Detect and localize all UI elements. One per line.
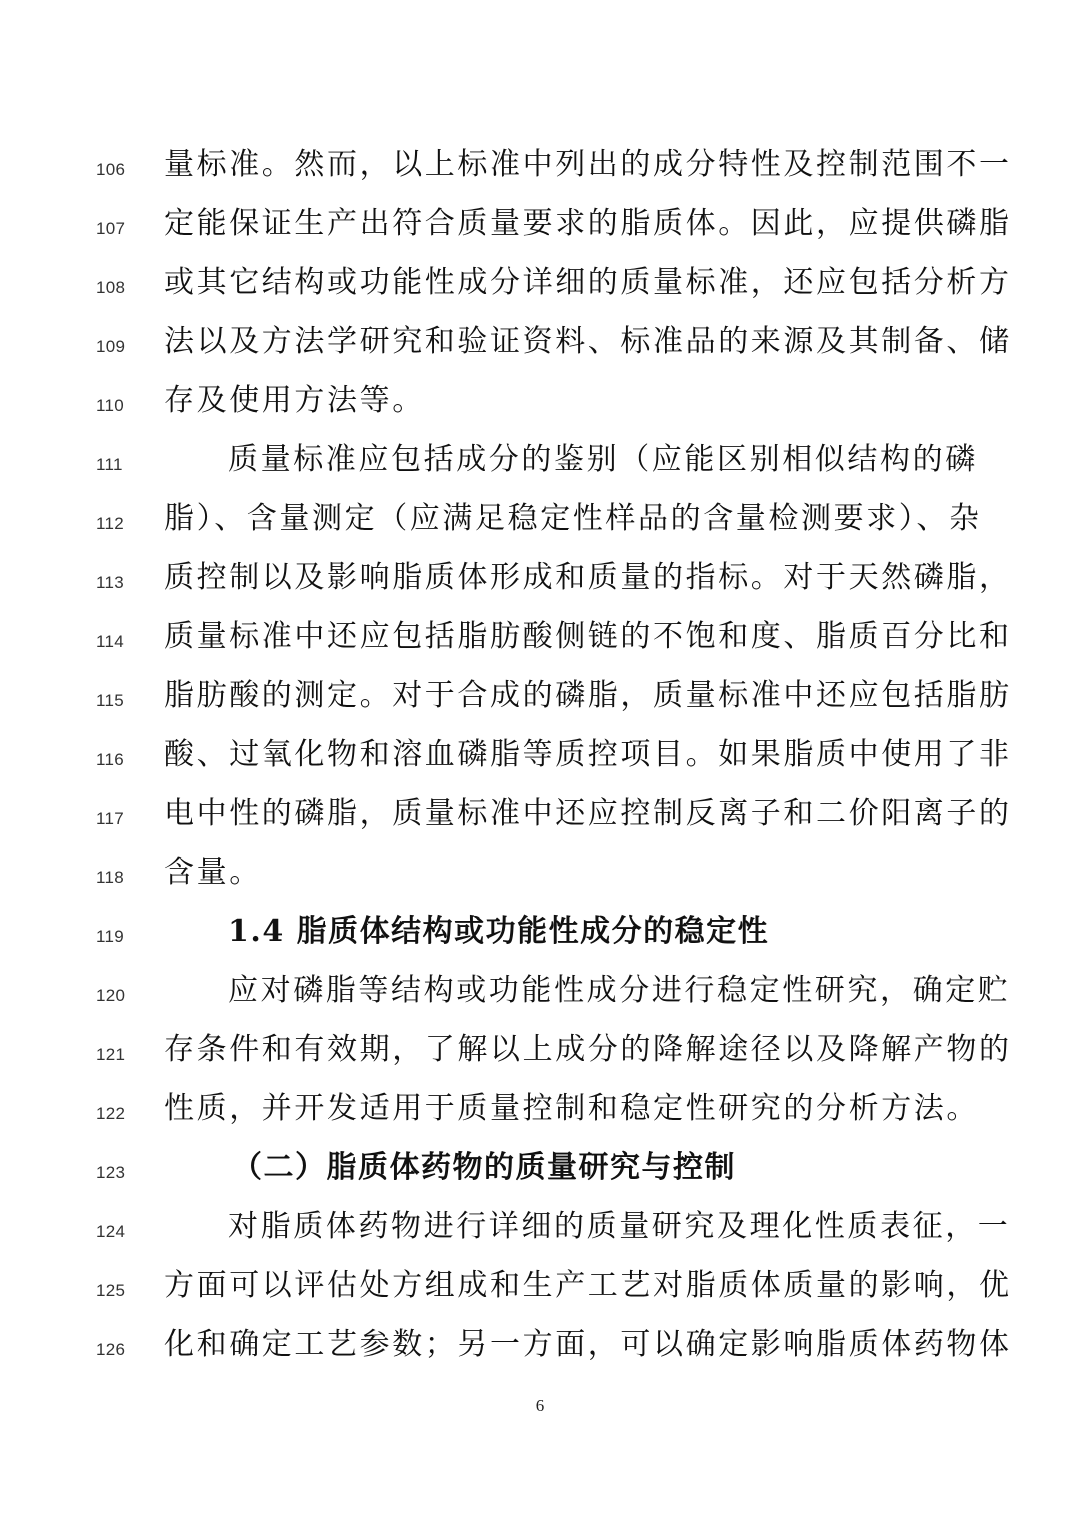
- document-line: [0, 1205, 1080, 1264]
- paragraph-text: 存及使用方法等。: [164, 383, 425, 418]
- document-line: [0, 792, 1080, 851]
- document-line: [0, 733, 1080, 792]
- line-number: 113: [96, 573, 125, 592]
- line-number: 112: [96, 514, 125, 533]
- line-number: 118: [96, 868, 125, 887]
- section-heading: 1.4 脂质体结构或功能性成分的稳定性: [228, 914, 770, 949]
- document-line: [0, 320, 1080, 379]
- paragraph-text: 脂）、含量测定（应满足稳定性样品的含量检测要求）、杂: [164, 501, 982, 536]
- paragraph-text: 质量标准应包括成分的鉴别（应能区别相似结构的磷: [228, 442, 978, 477]
- paragraph-text: 量标准。然而，以上标准中列出的成分特性及控制范围不一: [164, 147, 1012, 182]
- line-number: 123: [96, 1163, 126, 1182]
- document-line: [0, 497, 1080, 556]
- paragraph-text: 方面可以评估处方组成和生产工艺对脂质体质量的影响，优: [164, 1268, 1012, 1303]
- line-number: 124: [96, 1222, 126, 1241]
- document-line: [0, 851, 1080, 910]
- section-heading: （二）脂质体药物的质量研究与控制: [232, 1150, 736, 1185]
- document-line: [0, 1087, 1080, 1146]
- page-number: 6: [535, 1396, 545, 1415]
- document-line: [0, 438, 1080, 497]
- line-number: 119: [96, 927, 125, 946]
- line-number: 115: [96, 691, 125, 710]
- paragraph-text: 脂肪酸的测定。对于合成的磷脂，质量标准中还应包括脂肪: [164, 678, 1012, 713]
- line-number: 122: [96, 1104, 126, 1123]
- document-line: [0, 910, 1080, 969]
- document-line: [0, 674, 1080, 733]
- line-number: 110: [96, 396, 125, 415]
- paragraph-text: 存条件和有效期，了解以上成分的降解途径以及降解产物的: [164, 1032, 1012, 1067]
- line-number: 120: [96, 986, 126, 1005]
- paragraph-text: 酸、过氧化物和溶血磷脂等质控项目。如果脂质中使用了非: [164, 737, 1012, 772]
- document-line: [0, 261, 1080, 320]
- line-number: 107: [96, 219, 126, 238]
- line-number: 121: [96, 1045, 126, 1064]
- line-number: 116: [96, 750, 125, 769]
- document-line: [0, 1146, 1080, 1205]
- document-line: [0, 556, 1080, 615]
- paragraph-text: 化和确定工艺参数；另一方面，可以确定影响脂质体药物体: [164, 1327, 1012, 1362]
- paragraph-text: 定能保证生产出符合质量要求的脂质体。因此，应提供磷脂: [164, 206, 1012, 241]
- paragraph-text: 法以及方法学研究和验证资料、标准品的来源及其制备、储: [164, 324, 1012, 359]
- paragraph-text: 含量。: [164, 855, 262, 890]
- line-number: 117: [96, 809, 125, 828]
- line-number: 108: [96, 278, 126, 297]
- document-line: [0, 1028, 1080, 1087]
- paragraph-text: 质量标准中还应包括脂肪酸侧链的不饱和度、脂质百分比和: [164, 619, 1012, 654]
- document-line: [0, 202, 1080, 261]
- line-number: 109: [96, 337, 126, 356]
- document-line: [0, 969, 1080, 1028]
- line-number: 125: [96, 1281, 126, 1300]
- paragraph-text: 或其它结构或功能性成分详细的质量标准，还应包括分析方: [164, 265, 1012, 300]
- paragraph-text: 质控制以及影响脂质体形成和质量的指标。对于天然磷脂，: [164, 560, 1012, 595]
- document-line: [0, 1264, 1080, 1323]
- paragraph-text: 对脂质体药物进行详细的质量研究及理化性质表征，一: [228, 1209, 1011, 1244]
- document-line: [0, 1323, 1080, 1382]
- line-number: 111: [96, 455, 123, 474]
- document-line: [0, 143, 1080, 202]
- document-line: [0, 615, 1080, 674]
- line-number: 114: [96, 632, 125, 651]
- document-line: [0, 379, 1080, 438]
- line-number: 106: [96, 160, 126, 179]
- paragraph-text: 性质，并开发适用于质量控制和稳定性研究的分析方法。: [164, 1091, 979, 1126]
- line-number: 126: [96, 1340, 126, 1359]
- paragraph-text: 应对磷脂等结构或功能性成分进行稳定性研究，确定贮: [228, 973, 1011, 1008]
- paragraph-text: 电中性的磷脂，质量标准中还应控制反离子和二价阳离子的: [164, 796, 1012, 831]
